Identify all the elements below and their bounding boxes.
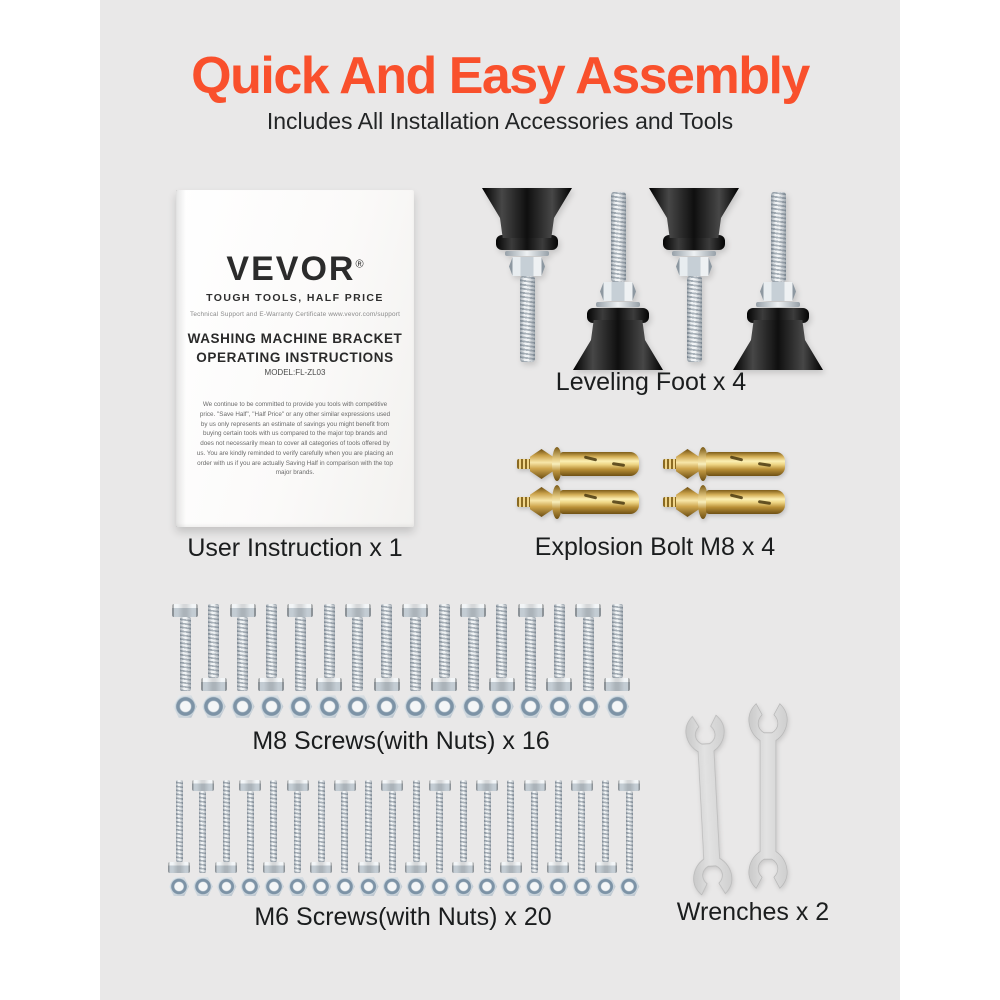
m8-screw — [402, 604, 428, 691]
m8-nut — [403, 694, 428, 719]
m6-nut — [263, 876, 284, 897]
m6-screw — [239, 780, 261, 873]
leveling-foot — [733, 192, 823, 370]
m8-screw — [345, 604, 371, 691]
m6-screw — [263, 780, 285, 873]
label-explosion-bolt: Explosion Bolt M8 x 4 — [534, 533, 776, 561]
page-subtitle: Includes All Installation Accessories and Tools — [266, 108, 734, 134]
m6-nut — [334, 876, 355, 897]
m6-nut — [571, 876, 592, 897]
registered-mark: ® — [355, 258, 364, 271]
m6-screw — [524, 780, 546, 873]
m8-nut — [288, 694, 313, 719]
booklet-doc-title-1: WASHING MACHINE BRACKET — [187, 331, 403, 346]
booklet-support-line: Technical Support and E-Warranty Certificate www.vevor.com/support — [189, 311, 401, 318]
m6-screws-group — [168, 780, 648, 900]
label-leveling-foot: Leveling Foot x 4 — [555, 368, 747, 396]
m6-screw — [358, 780, 380, 873]
m6-screw — [595, 780, 617, 873]
m6-nut — [169, 876, 190, 897]
m8-nut — [605, 694, 630, 719]
m8-screw — [201, 604, 227, 691]
label-m8-screws: M8 Screws(with Nuts) x 16 — [252, 727, 550, 755]
m6-nut — [240, 876, 261, 897]
m6-screw — [571, 780, 593, 873]
booklet-brand-logo: VEVOR® — [226, 250, 364, 288]
m8-nut — [230, 694, 255, 719]
m6-nut — [216, 876, 237, 897]
m8-nut — [345, 694, 370, 719]
m8-nut — [461, 694, 486, 719]
m6-nut — [429, 876, 450, 897]
m8-screw — [431, 604, 457, 691]
user-instruction-booklet — [176, 190, 414, 527]
leveling-foot — [649, 188, 739, 362]
m8-screw — [287, 604, 313, 691]
m6-screw — [429, 780, 451, 873]
m8-screw — [230, 604, 256, 691]
m8-screw — [518, 604, 544, 691]
m8-nut — [259, 694, 284, 719]
m8-screw — [316, 604, 342, 691]
m6-screw — [405, 780, 427, 873]
m6-nut — [548, 876, 569, 897]
m6-nut — [358, 876, 379, 897]
leveling-foot — [482, 188, 572, 362]
booklet-tagline: TOUGH TOOLS, HALF PRICE — [206, 292, 384, 304]
m6-screw — [381, 780, 403, 873]
m6-nut — [287, 876, 308, 897]
booklet-model-line: MODEL:FL-ZL03 — [264, 368, 326, 377]
m6-nut — [406, 876, 427, 897]
m8-screw — [604, 604, 630, 691]
m8-nut — [317, 694, 342, 719]
label-m6-screws: M6 Screws(with Nuts) x 20 — [254, 903, 552, 931]
m6-nut — [311, 876, 332, 897]
m8-nut — [201, 694, 226, 719]
m6-nut — [477, 876, 498, 897]
m8-screw — [460, 604, 486, 691]
m6-screw — [192, 780, 214, 873]
m6-screw — [215, 780, 237, 873]
m6-nut — [382, 876, 403, 897]
m8-screw — [258, 604, 284, 691]
m8-screw — [575, 604, 601, 691]
m8-screws-group — [172, 604, 642, 724]
m8-nut — [173, 694, 198, 719]
m8-nut — [547, 694, 572, 719]
explosion-bolt — [517, 485, 639, 519]
m8-screw — [374, 604, 400, 691]
m8-nut — [518, 694, 543, 719]
m8-screw — [172, 604, 198, 691]
m8-nut — [576, 694, 601, 719]
m6-screw — [476, 780, 498, 873]
explosion-bolts-group — [517, 447, 793, 521]
m6-screw — [310, 780, 332, 873]
m6-nut — [524, 876, 545, 897]
m8-screw — [489, 604, 515, 691]
m6-screw — [618, 780, 640, 873]
m6-nut — [595, 876, 616, 897]
page-title: Quick And Easy Assembly — [191, 47, 809, 105]
leveling-feet-group — [482, 188, 827, 368]
m6-screw — [168, 780, 190, 873]
m6-nut — [619, 876, 640, 897]
label-wrenches: Wrenches x 2 — [676, 898, 830, 926]
m8-nut — [432, 694, 457, 719]
m6-nut — [453, 876, 474, 897]
explosion-bolt — [517, 447, 639, 481]
explosion-bolt — [663, 447, 785, 481]
explosion-bolt — [663, 485, 785, 519]
m6-screw — [500, 780, 522, 873]
label-user-instruction: User Instruction x 1 — [187, 534, 403, 562]
m6-screw — [334, 780, 356, 873]
m6-screw — [452, 780, 474, 873]
m6-screw — [287, 780, 309, 873]
m8-nut — [489, 694, 514, 719]
m6-nut — [192, 876, 213, 897]
m6-nut — [500, 876, 521, 897]
m8-nut — [374, 694, 399, 719]
m8-screw — [546, 604, 572, 691]
m6-screw — [547, 780, 569, 873]
booklet-doc-title-2: OPERATING INSTRUCTIONS — [196, 350, 394, 365]
booklet-disclaimer: We continue to be committed to provide you tools with competitive price. "Save Half", "Half Price" or any other similar expressions used by us only represents an estimate of savings you might benefit from buying certain tools with us compared to the major top brands and does not necessarily mean to cover all categories of tools offered by us. You are kindly reminded to verify carefully when you are placing an order with us if you are actually Saving Half in comparison with the top major brands. — [196, 401, 394, 477]
